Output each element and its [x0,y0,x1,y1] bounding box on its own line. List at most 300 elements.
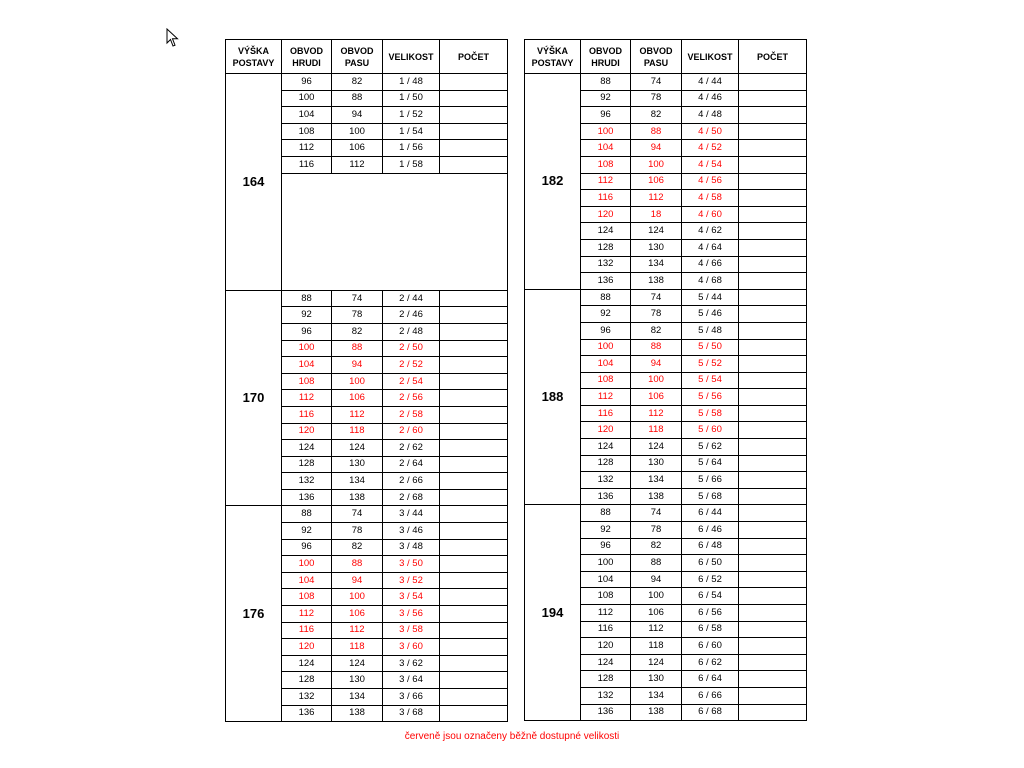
count-cell[interactable] [440,523,508,540]
chest-cell: 88 [282,290,332,307]
waist-cell: 78 [332,523,383,540]
count-cell[interactable] [739,422,807,439]
waist-cell: 82 [631,107,682,124]
count-cell[interactable] [440,489,508,506]
chest-cell: 108 [581,156,631,173]
waist-cell: 78 [631,306,682,323]
chest-cell: 96 [581,538,631,555]
count-cell[interactable] [440,572,508,589]
size-cell: 4 / 56 [682,173,739,190]
count-cell[interactable] [440,74,508,91]
count-cell[interactable] [739,538,807,555]
waist-cell: 82 [332,539,383,556]
table-row [226,290,508,307]
size-cell: 2 / 66 [383,473,440,490]
waist-cell: 138 [631,273,682,290]
chest-cell: 136 [581,488,631,505]
count-cell[interactable] [739,339,807,356]
size-header: VELIKOST [383,40,440,74]
count-cell[interactable] [739,123,807,140]
size-cell: 2 / 44 [383,290,440,307]
chest-cell: 104 [581,571,631,588]
waist-cell: 78 [631,90,682,107]
waist-cell: 94 [631,571,682,588]
waist-cell: 130 [631,671,682,688]
chest-cell: 96 [282,323,332,340]
size-cell: 5 / 44 [682,289,739,306]
waist-cell: 124 [631,223,682,240]
waist-cell: 106 [332,606,383,623]
chest-cell: 104 [282,572,332,589]
waist-cell: 82 [332,323,383,340]
chest-cell: 88 [581,505,631,522]
waist-cell: 106 [631,389,682,406]
size-cell: 5 / 56 [682,389,739,406]
count-cell[interactable] [739,356,807,373]
count-cell[interactable] [440,90,508,107]
chest-cell: 116 [282,622,332,639]
count-cell[interactable] [440,506,508,523]
count-cell[interactable] [440,539,508,556]
size-cell: 3 / 46 [383,523,440,540]
chest-cell: 92 [581,90,631,107]
chest-cell: 112 [282,140,332,157]
count-cell[interactable] [739,571,807,588]
size-cell: 1 / 48 [383,74,440,91]
size-cell: 3 / 68 [383,705,440,722]
count-cell[interactable] [440,390,508,407]
size-cell: 2 / 58 [383,406,440,423]
size-cell: 6 / 58 [682,621,739,638]
waist-cell: 82 [332,74,383,91]
height-cell: 182 [525,74,581,290]
size-cell: 6 / 52 [682,571,739,588]
chest-cell: 124 [581,223,631,240]
chest-cell: 120 [581,206,631,223]
count-cell[interactable] [440,473,508,490]
waist-cell: 74 [631,505,682,522]
chest-cell: 120 [581,422,631,439]
height-header: VÝŠKA POSTAVY [525,40,581,74]
chest-cell: 88 [282,506,332,523]
chest-cell: 116 [581,190,631,207]
chest-cell: 108 [282,373,332,390]
chest-cell: 132 [581,256,631,273]
size-cell: 6 / 66 [682,687,739,704]
chest-cell: 132 [581,687,631,704]
table-row [525,505,807,522]
chest-cell: 132 [282,689,332,706]
waist-cell: 118 [332,639,383,656]
waist-cell: 106 [631,605,682,622]
chest-cell: 132 [282,473,332,490]
waist-cell: 100 [631,588,682,605]
size-cell: 5 / 50 [682,339,739,356]
waist-cell: 100 [631,156,682,173]
size-cell: 5 / 66 [682,472,739,489]
waist-cell: 138 [631,488,682,505]
waist-cell: 106 [631,173,682,190]
size-cell: 3 / 56 [383,606,440,623]
count-cell[interactable] [739,156,807,173]
count-cell[interactable] [440,290,508,307]
size-cell: 5 / 68 [682,488,739,505]
waist-cell: 88 [631,339,682,356]
size-cell: 3 / 58 [383,622,440,639]
waist-cell: 94 [332,572,383,589]
size-cell: 6 / 48 [682,538,739,555]
count-cell[interactable] [739,522,807,539]
waist-cell: 130 [332,456,383,473]
waist-cell: 130 [631,455,682,472]
size-cell: 4 / 44 [682,74,739,91]
waist-cell: 112 [631,190,682,207]
waist-cell: 130 [332,672,383,689]
size-cell: 2 / 56 [383,390,440,407]
count-cell[interactable] [440,406,508,423]
count-cell[interactable] [739,638,807,655]
size-cell: 1 / 52 [383,107,440,124]
count-cell[interactable] [440,373,508,390]
size-cell: 2 / 52 [383,357,440,374]
chest-cell: 136 [581,704,631,721]
size-cell: 5 / 64 [682,455,739,472]
count-cell[interactable] [440,622,508,639]
table-header-row [226,40,508,74]
waist-cell: 88 [332,90,383,107]
chest-cell: 100 [282,556,332,573]
waist-cell: 138 [332,489,383,506]
size-cell: 3 / 60 [383,639,440,656]
chest-cell: 128 [581,239,631,256]
table-row [525,289,807,306]
count-cell[interactable] [739,605,807,622]
count-cell[interactable] [440,307,508,324]
size-cell: 6 / 44 [682,505,739,522]
chest-cell: 88 [581,289,631,306]
size-cell: 4 / 48 [682,107,739,124]
size-cell: 5 / 54 [682,372,739,389]
count-cell[interactable] [739,206,807,223]
chest-cell: 132 [581,472,631,489]
waist-cell: 18 [631,206,682,223]
count-cell[interactable] [440,423,508,440]
waist-cell: 134 [332,689,383,706]
chest-cell: 128 [282,672,332,689]
waist-cell: 118 [332,423,383,440]
chest-cell: 100 [282,90,332,107]
chest-cell: 104 [581,140,631,157]
waist-cell: 106 [332,390,383,407]
size-cell: 2 / 46 [383,307,440,324]
size-cell: 2 / 50 [383,340,440,357]
size-table-right [524,39,807,721]
chest-cell: 108 [282,123,332,140]
chest-cell: 88 [581,74,631,91]
waist-cell: 124 [332,655,383,672]
size-cell: 3 / 50 [383,556,440,573]
table-row [226,506,508,523]
chest-cell: 92 [282,307,332,324]
count-cell[interactable] [440,589,508,606]
chest-cell: 104 [282,357,332,374]
size-cell: 6 / 60 [682,638,739,655]
height-cell: 194 [525,505,581,721]
chest-cell: 124 [282,440,332,457]
count-cell[interactable] [739,223,807,240]
chest-cell: 108 [581,588,631,605]
count-cell[interactable] [440,689,508,706]
waist-header: OBVOD PASU [631,40,682,74]
height-cell: 188 [525,289,581,505]
count-cell[interactable] [440,140,508,157]
count-cell[interactable] [739,140,807,157]
waist-cell: 74 [631,74,682,91]
waist-cell: 94 [332,357,383,374]
count-cell[interactable] [440,440,508,457]
count-cell[interactable] [440,357,508,374]
size-cell: 4 / 62 [682,223,739,240]
size-cell: 5 / 60 [682,422,739,439]
size-cell: 1 / 56 [383,140,440,157]
count-cell[interactable] [739,273,807,290]
count-header: POČET [440,40,508,74]
count-cell[interactable] [440,323,508,340]
chest-cell: 100 [581,339,631,356]
chest-cell: 116 [581,621,631,638]
chest-cell: 112 [581,605,631,622]
size-cell: 4 / 50 [682,123,739,140]
table-header-row [525,40,807,74]
waist-cell: 94 [631,140,682,157]
waist-cell: 74 [631,289,682,306]
waist-cell: 100 [332,589,383,606]
count-cell[interactable] [739,488,807,505]
chest-cell: 104 [282,107,332,124]
size-cell: 3 / 62 [383,655,440,672]
empty-area [282,173,508,290]
waist-cell: 134 [332,473,383,490]
height-header: VÝŠKA POSTAVY [226,40,282,74]
size-cell: 6 / 54 [682,588,739,605]
availability-note: červeně jsou označeny běžně dostupné velikosti [404,731,620,742]
chest-cell: 124 [581,654,631,671]
count-cell[interactable] [440,672,508,689]
chest-cell: 112 [282,390,332,407]
size-cell: 3 / 48 [383,539,440,556]
count-cell[interactable] [440,655,508,672]
count-cell[interactable] [440,340,508,357]
count-cell[interactable] [739,472,807,489]
count-cell[interactable] [739,372,807,389]
size-cell: 3 / 66 [383,689,440,706]
count-cell[interactable] [739,405,807,422]
size-cell: 4 / 68 [682,273,739,290]
size-cell: 3 / 44 [383,506,440,523]
waist-cell: 134 [631,687,682,704]
count-cell[interactable] [440,123,508,140]
size-cell: 4 / 64 [682,239,739,256]
size-table-body [525,74,807,721]
count-cell[interactable] [739,621,807,638]
chest-cell: 116 [282,406,332,423]
count-cell[interactable] [739,322,807,339]
height-cell: 170 [226,290,282,506]
waist-cell: 78 [631,522,682,539]
chest-cell: 92 [581,522,631,539]
count-cell[interactable] [739,671,807,688]
chest-cell: 136 [282,705,332,722]
count-cell[interactable] [739,239,807,256]
size-cell: 6 / 62 [682,654,739,671]
count-cell[interactable] [440,606,508,623]
waist-cell: 94 [332,107,383,124]
chest-cell: 108 [282,589,332,606]
chest-header: OBVOD HRUDI [581,40,631,74]
count-cell[interactable] [739,455,807,472]
waist-header: OBVOD PASU [332,40,383,74]
size-cell: 4 / 66 [682,256,739,273]
size-cell: 4 / 58 [682,190,739,207]
waist-cell: 130 [631,239,682,256]
size-table-left [225,39,508,722]
waist-cell: 88 [332,340,383,357]
waist-cell: 88 [631,123,682,140]
count-cell[interactable] [739,74,807,91]
chest-cell: 128 [581,671,631,688]
waist-cell: 112 [332,406,383,423]
waist-cell: 112 [332,156,383,173]
waist-cell: 74 [332,506,383,523]
chest-cell: 96 [581,322,631,339]
waist-cell: 100 [631,372,682,389]
waist-cell: 118 [631,422,682,439]
size-cell: 3 / 52 [383,572,440,589]
chest-cell: 124 [581,439,631,456]
chest-cell: 92 [581,306,631,323]
waist-cell: 134 [631,256,682,273]
waist-cell: 124 [631,439,682,456]
size-cell: 3 / 54 [383,589,440,606]
count-cell[interactable] [739,107,807,124]
waist-cell: 100 [332,123,383,140]
waist-cell: 82 [631,538,682,555]
count-cell[interactable] [739,289,807,306]
count-cell[interactable] [440,456,508,473]
size-cell: 2 / 64 [383,456,440,473]
size-cell: 6 / 56 [682,605,739,622]
chest-cell: 128 [581,455,631,472]
waist-cell: 106 [332,140,383,157]
count-cell[interactable] [739,256,807,273]
waist-cell: 138 [332,705,383,722]
chest-cell: 136 [581,273,631,290]
height-cell: 164 [226,74,282,291]
count-cell[interactable] [440,107,508,124]
chest-cell: 96 [581,107,631,124]
chest-cell: 100 [581,123,631,140]
chest-cell: 100 [581,555,631,572]
table-row [525,74,807,91]
count-cell[interactable] [739,306,807,323]
count-cell[interactable] [440,639,508,656]
chest-cell: 136 [282,489,332,506]
chest-cell: 112 [581,173,631,190]
size-cell: 6 / 64 [682,671,739,688]
size-cell: 5 / 48 [682,322,739,339]
chest-cell: 120 [581,638,631,655]
waist-cell: 88 [631,555,682,572]
size-cell: 4 / 52 [682,140,739,157]
chest-cell: 104 [581,356,631,373]
count-cell[interactable] [739,704,807,721]
count-cell[interactable] [739,555,807,572]
height-cell: 176 [226,506,282,722]
waist-cell: 124 [332,440,383,457]
count-cell[interactable] [440,156,508,173]
size-cell: 5 / 62 [682,439,739,456]
size-cell: 1 / 50 [383,90,440,107]
count-cell[interactable] [739,654,807,671]
waist-cell: 94 [631,356,682,373]
count-cell[interactable] [739,190,807,207]
chest-cell: 112 [581,389,631,406]
chest-cell: 108 [581,372,631,389]
size-cell: 5 / 58 [682,405,739,422]
chest-cell: 128 [282,456,332,473]
size-cell: 1 / 58 [383,156,440,173]
chest-cell: 96 [282,539,332,556]
size-cell: 6 / 50 [682,555,739,572]
count-header: POČET [739,40,807,74]
size-cell: 2 / 54 [383,373,440,390]
waist-cell: 138 [631,704,682,721]
chest-cell: 120 [282,423,332,440]
waist-cell: 112 [631,621,682,638]
chest-cell: 124 [282,655,332,672]
size-table-body [226,74,508,722]
count-cell[interactable] [739,687,807,704]
chest-cell: 92 [282,523,332,540]
count-cell[interactable] [739,439,807,456]
size-cell: 2 / 62 [383,440,440,457]
waist-cell: 74 [332,290,383,307]
count-cell[interactable] [739,505,807,522]
table-row [226,74,508,91]
size-cell: 1 / 54 [383,123,440,140]
size-cell: 2 / 48 [383,323,440,340]
waist-cell: 118 [631,638,682,655]
count-cell[interactable] [739,389,807,406]
chest-cell: 116 [282,156,332,173]
chest-cell: 116 [581,405,631,422]
count-cell[interactable] [739,173,807,190]
size-header: VELIKOST [682,40,739,74]
count-cell[interactable] [739,90,807,107]
size-cell: 3 / 64 [383,672,440,689]
chest-cell: 120 [282,639,332,656]
chest-cell: 96 [282,74,332,91]
count-cell[interactable] [739,588,807,605]
size-cell: 4 / 46 [682,90,739,107]
waist-cell: 82 [631,322,682,339]
waist-cell: 100 [332,373,383,390]
chest-header: OBVOD HRUDI [282,40,332,74]
count-cell[interactable] [440,705,508,722]
waist-cell: 124 [631,654,682,671]
chest-cell: 100 [282,340,332,357]
count-cell[interactable] [440,556,508,573]
